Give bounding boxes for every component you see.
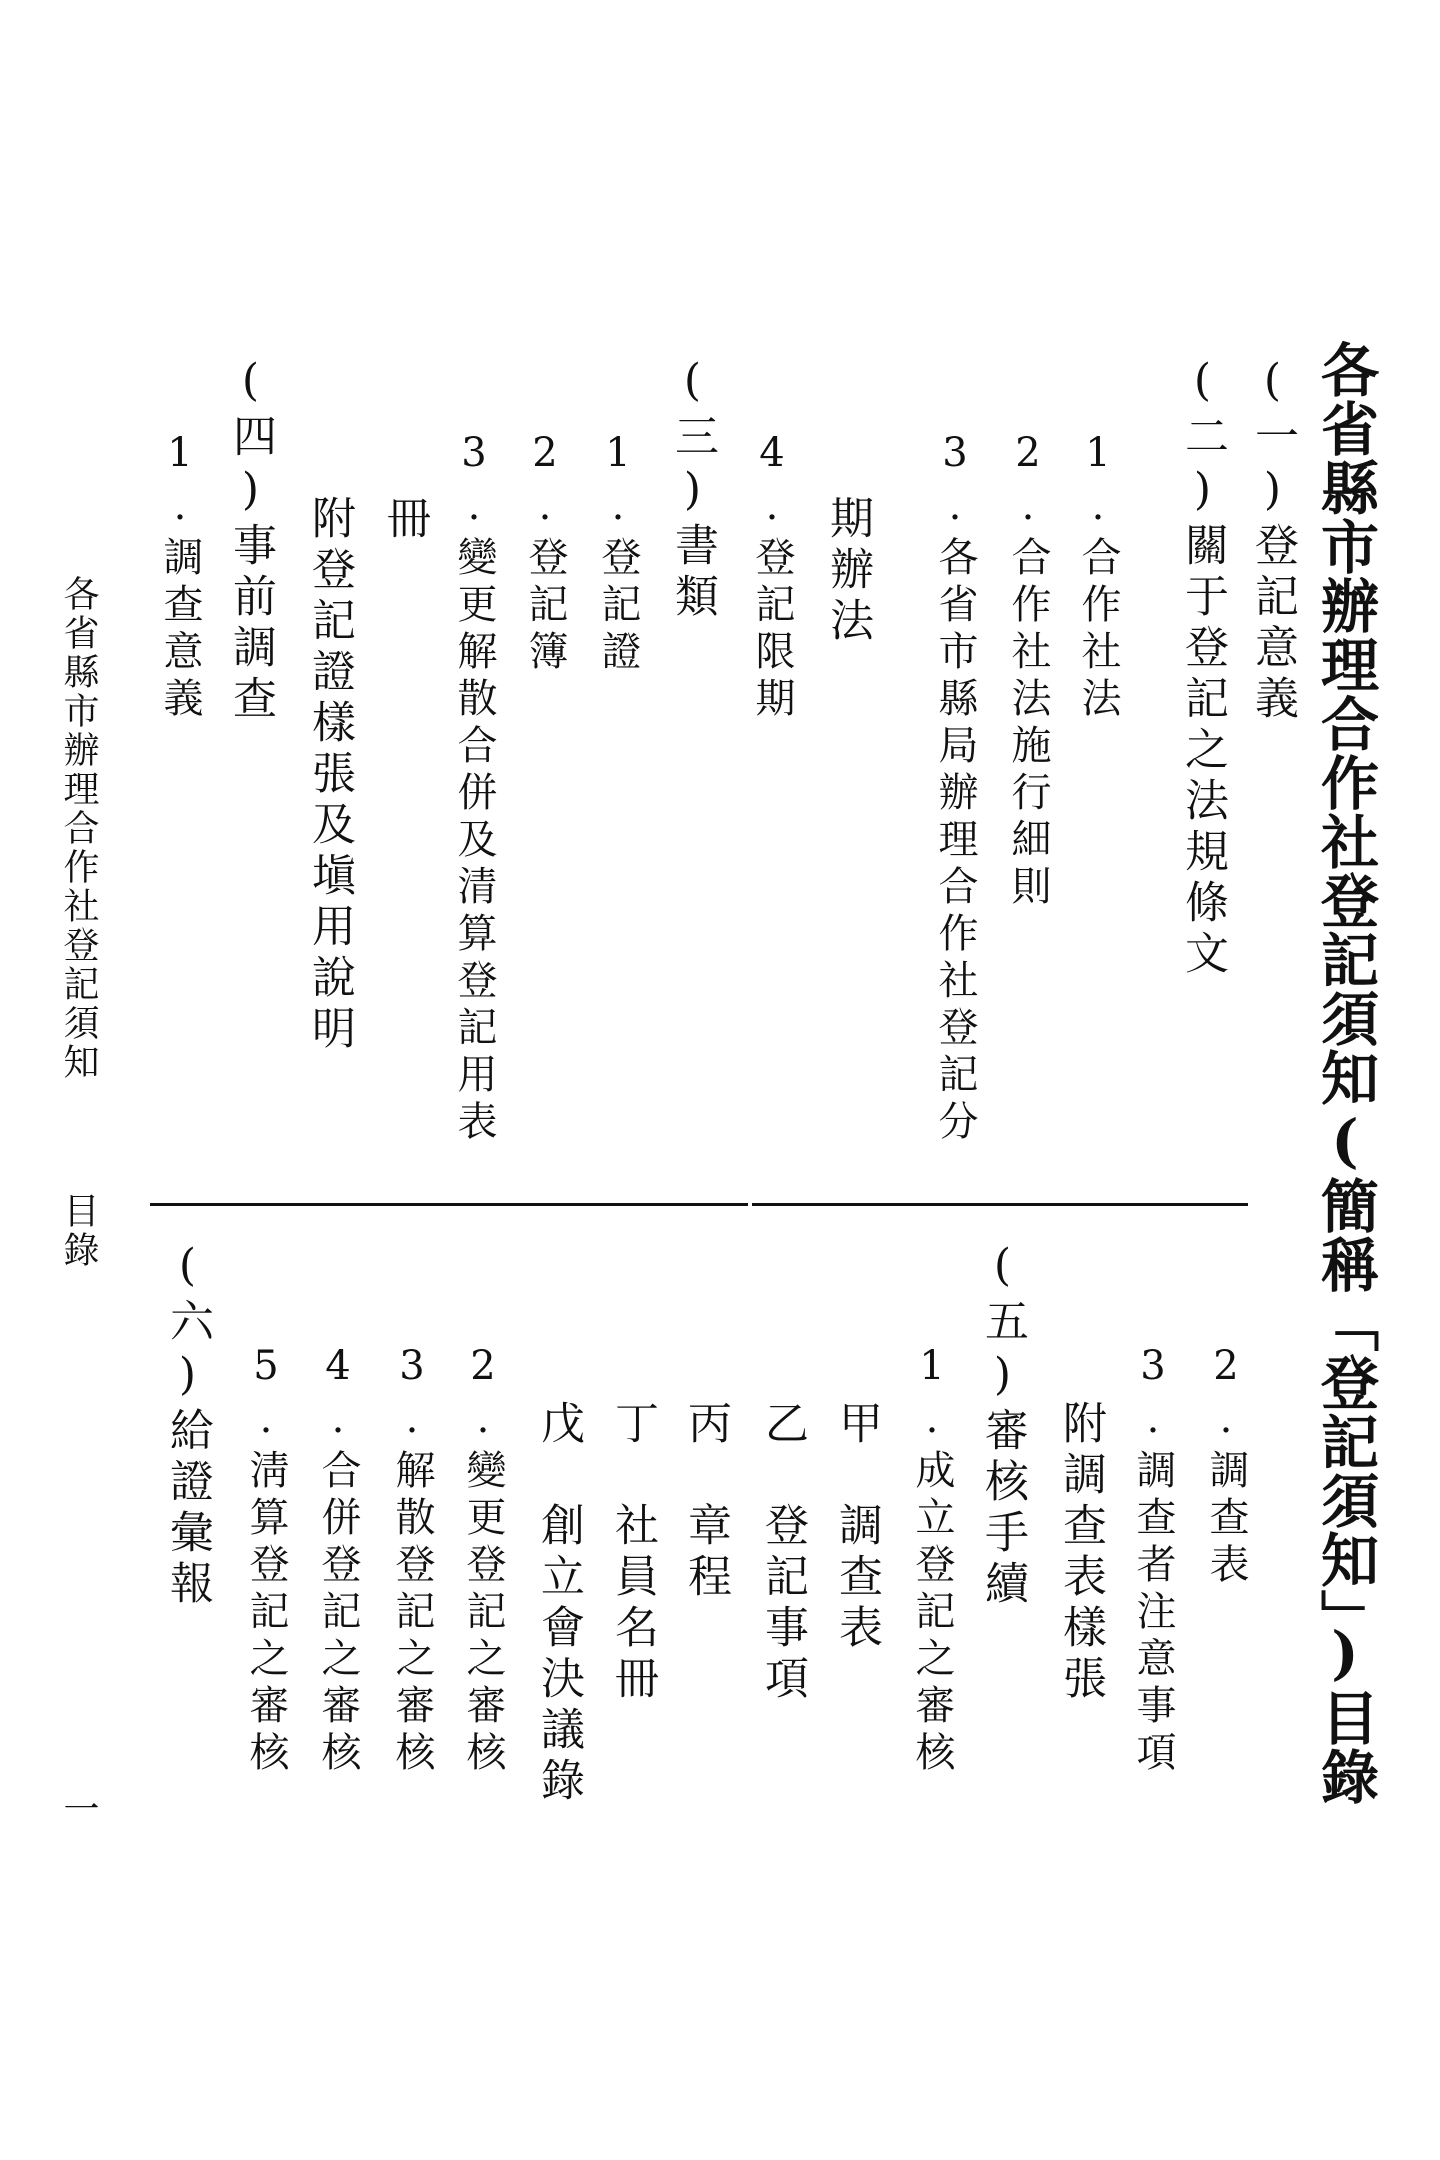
- toc-item-3-3: 3.變更解散合併及清算登記用表: [451, 430, 497, 1147]
- toc-item-5-1-c: 丙 章程: [680, 1400, 731, 1604]
- toc-item-3-1: 1.登記證: [595, 430, 641, 677]
- toc-item-5-1-b: 乙 登記事項: [757, 1400, 808, 1706]
- toc-item-2-2: 2.合作社法施行細則: [1005, 430, 1051, 912]
- toc-item-2-3: 3.各省市縣局辦理合作社登記分: [932, 430, 978, 1147]
- toc-section-6: (六)給證彙報: [162, 1240, 213, 1611]
- toc-section-4: (四)事前調查: [225, 355, 276, 726]
- toc-item-4-appendix: 附調查表樣張: [1055, 1400, 1106, 1706]
- toc-item-3-appendix: 附登記證樣張及塡用說明: [304, 495, 355, 1056]
- toc-item-5-1-d: 丁 社員名冊: [607, 1400, 658, 1706]
- toc-section-3: (三)書類: [667, 355, 718, 624]
- running-section-label: 目錄: [58, 1192, 99, 1270]
- toc-item-2-3-cont: 期辦法: [822, 495, 873, 648]
- toc-section-5: (五)審核手續: [977, 1240, 1028, 1611]
- toc-item-5-1-e: 戊 創立會決議錄: [533, 1400, 584, 1808]
- divider-rule-right: [752, 1203, 1248, 1206]
- toc-item-5-2: 2.變更登記之審核: [460, 1343, 506, 1778]
- toc-section-1: (一)登記意義: [1247, 355, 1298, 726]
- toc-item-5-5: 5.淸算登記之審核: [243, 1343, 289, 1778]
- toc-item-2-4: 4.登記限期: [749, 430, 795, 724]
- toc-section-2: (二)關于登記之法規條文: [1177, 355, 1228, 981]
- toc-item-5-3: 3.解散登記之審核: [389, 1343, 435, 1778]
- toc-item-2-1: 1.合作社法: [1075, 430, 1121, 724]
- toc-item-5-1-a: 甲 調查表: [831, 1400, 882, 1655]
- page-number: 一: [58, 1790, 99, 1829]
- toc-item-4-2: 2.調查表: [1203, 1343, 1249, 1590]
- toc-item-5-4: 4.合併登記之審核: [315, 1343, 361, 1778]
- toc-item-3-2: 2.登記簿: [522, 430, 568, 677]
- toc-item-4-3: 3.調查者注意事項: [1130, 1343, 1176, 1778]
- document-title: 各省縣市辦理合作社登記須知(簡稱「登記須知」)目錄: [1311, 340, 1379, 1806]
- divider-rule-left: [150, 1203, 748, 1206]
- toc-item-5-1: 1.成立登記之審核: [909, 1343, 955, 1778]
- running-book-title: 各省縣市辦理合作社登記須知: [58, 575, 99, 1082]
- toc-item-3-3-cont: 冊: [379, 495, 430, 546]
- toc-item-4-1: 1.調查意義: [157, 430, 203, 724]
